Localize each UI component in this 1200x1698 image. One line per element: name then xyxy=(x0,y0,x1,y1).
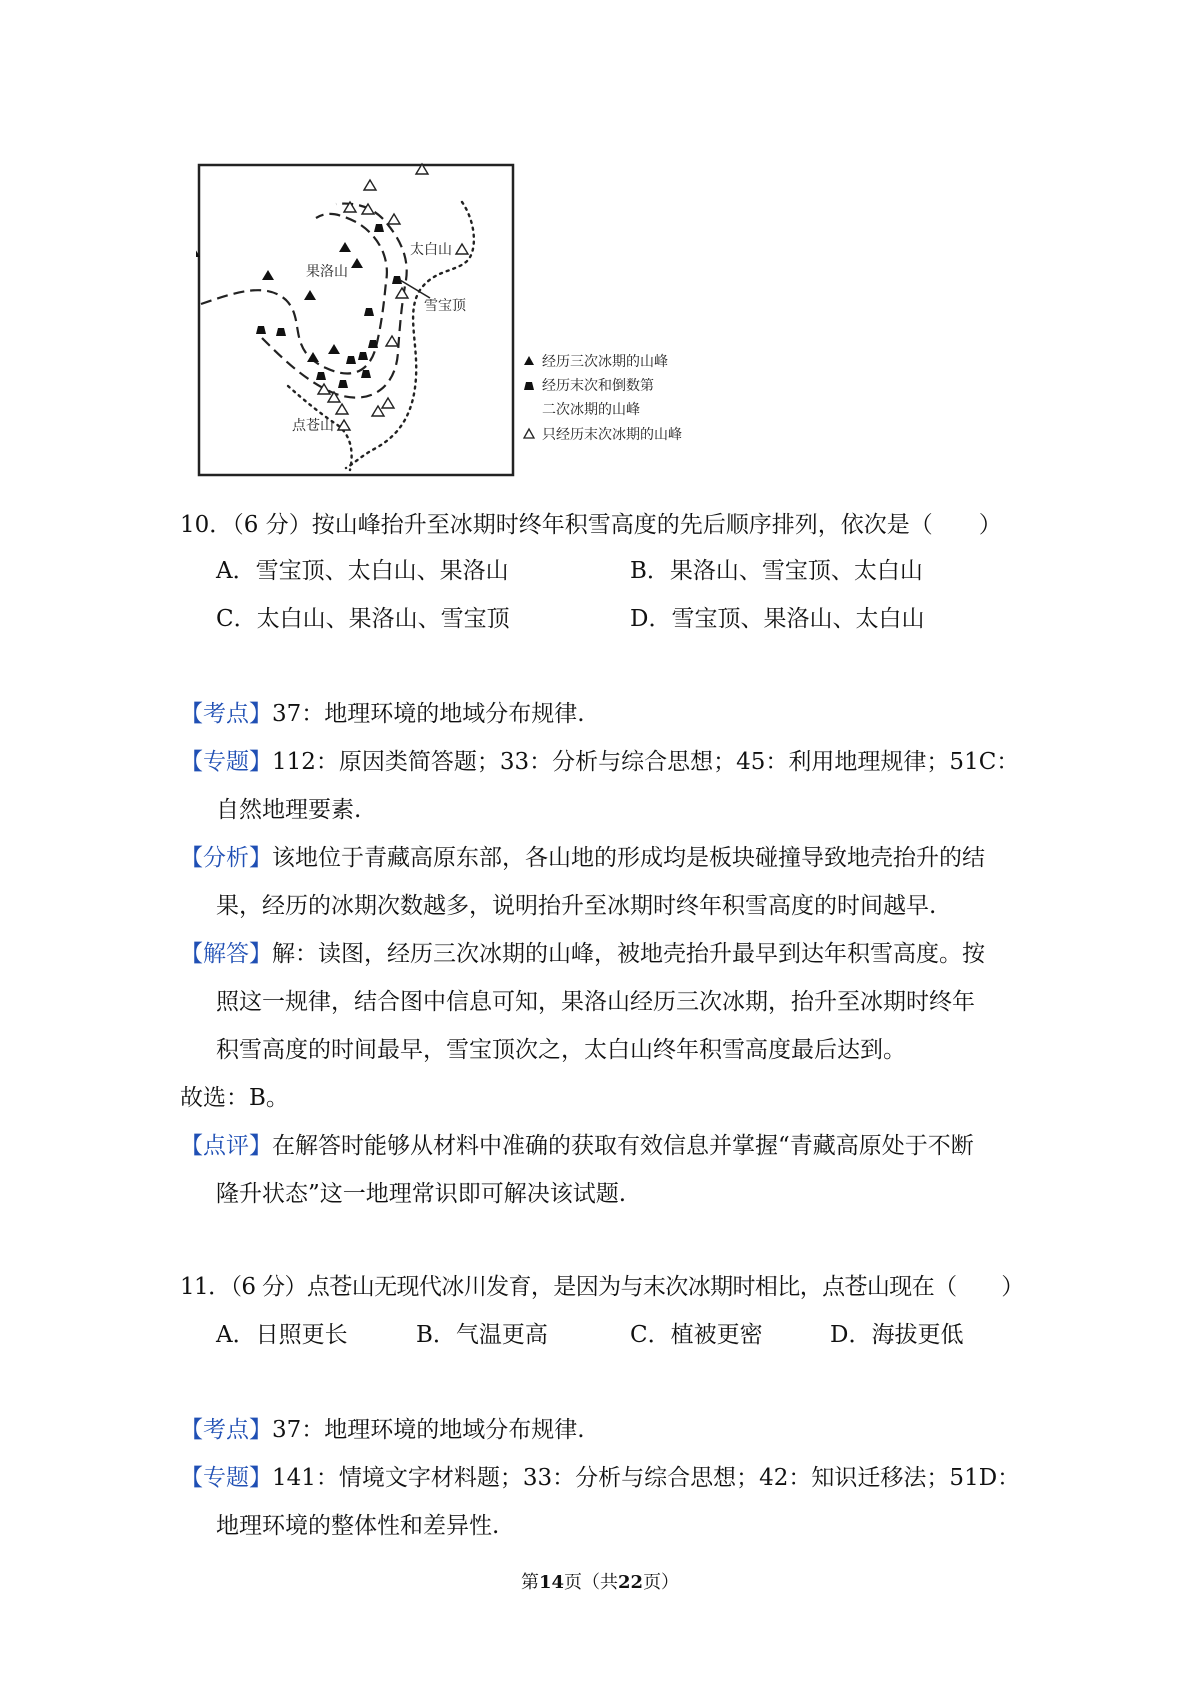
filled-trapezoid-icon xyxy=(374,224,384,232)
q10-fenxi-2: 果，经历的冰期次数越多，说明抬升至冰期时终年积雪高度的时间越早. xyxy=(216,893,937,919)
q10-zhuanti-2: 自然地理要素. xyxy=(216,797,362,823)
filled-trapezoid-icon xyxy=(316,372,326,380)
fenxi-text: 该地位于青藏高原东部，各山地的形成均是板块碰撞导致地壳抬升的结 xyxy=(272,845,985,871)
q10-option-d: D．雪宝顶、果洛山、太白山 xyxy=(630,606,925,632)
legend-last-two-line1: 经历末次和倒数第 xyxy=(542,378,654,394)
last-only-peaks xyxy=(318,164,468,430)
label-xuebaoding: 雪宝顶 xyxy=(424,298,466,314)
filled-triangle-icon xyxy=(328,344,340,354)
page-footer xyxy=(0,1568,1200,1594)
filled-trapezoid-icon xyxy=(361,370,371,378)
kaodian-tag: 【考点】 xyxy=(180,701,272,727)
filled-triangle-icon xyxy=(262,270,274,280)
filled-trapezoid-icon xyxy=(358,352,368,360)
hollow-triangle-icon xyxy=(386,336,398,346)
fenxi-tag: 【分析】 xyxy=(180,845,272,871)
q10-option-b: B．果洛山、雪宝顶、太白山 xyxy=(630,558,923,584)
legend-filled-triangle-icon xyxy=(524,356,534,365)
q10-dianping-2: 隆升状态”这一地理常识即可解决该试题. xyxy=(216,1181,627,1207)
q10-kaodian xyxy=(180,695,585,728)
label-guoluo: 果洛山 xyxy=(306,264,348,280)
q11-option-a: A．日照更长 xyxy=(216,1322,348,1348)
hollow-triangle-icon xyxy=(388,214,400,224)
hollow-triangle-icon xyxy=(364,180,376,190)
q10-answer: 故选：B。 xyxy=(180,1085,289,1111)
q11-kaodian xyxy=(180,1411,585,1444)
legend-hollow-triangle-icon xyxy=(524,429,534,438)
zhuanti-text: 141：情境文字材料题；33：分析与综合思想；42：知识迁移法；51D： xyxy=(272,1465,1021,1491)
legend-three-glaciations: 经历三次冰期的山峰 xyxy=(542,354,668,370)
filled-trapezoid-icon xyxy=(256,326,266,334)
q11-zhuanti-2: 地理环境的整体性和差异性. xyxy=(216,1513,500,1539)
footer-suffix: 页） xyxy=(643,1572,680,1593)
q11-option-d: D．海拔更低 xyxy=(830,1322,964,1348)
dianping-tag: 【点评】 xyxy=(180,1133,272,1159)
jieda-tag: 【解答】 xyxy=(180,941,272,967)
q10-dianping-1 xyxy=(180,1127,974,1160)
hollow-triangle-icon xyxy=(396,288,408,298)
outer-dashed-line xyxy=(201,214,387,374)
legend-last-only: 只经历末次冰期的山峰 xyxy=(542,427,682,443)
legend-filled-trapezoid-icon xyxy=(524,382,534,390)
legend-last-two-line2: 二次冰期的山峰 xyxy=(542,402,640,418)
q10-jieda-2: 照这一规律，结合图中信息可知，果洛山经历三次冰期，抬升至冰期时终年 xyxy=(216,989,975,1015)
jieda-text: 解：读图，经历三次冰期的山峰，被地壳抬升最早到达年积雪高度。按 xyxy=(272,941,985,967)
zhuanti-tag: 【专题】 xyxy=(180,1465,272,1491)
q11-stem: 11．（6 分）点苍山无现代冰川发育，是因为与末次冰期时相比，点苍山现在（ ） xyxy=(180,1274,1024,1300)
footer-total-pages: 22 xyxy=(618,1572,644,1593)
q10-zhuanti-1 xyxy=(180,743,1019,776)
filled-triangle-icon xyxy=(351,258,363,268)
q11-option-b: B．气温更高 xyxy=(416,1322,548,1348)
q10-fenxi-1 xyxy=(180,839,985,872)
zhuanti-text: 112：原因类简答题；33：分析与综合思想；45：利用地理规律；51C： xyxy=(272,749,1020,775)
filled-trapezoid-icon xyxy=(364,308,374,316)
filled-trapezoid-icon xyxy=(276,328,286,336)
q10-option-a: A．雪宝顶、太白山、果洛山 xyxy=(216,558,509,584)
footer-prefix: 第 xyxy=(520,1572,539,1593)
hollow-triangle-icon xyxy=(382,398,394,408)
kaodian-tag: 【考点】 xyxy=(180,1417,272,1443)
filled-triangle-icon xyxy=(307,352,319,362)
q10-jieda-1 xyxy=(180,935,985,968)
inner-dashed-line xyxy=(262,204,407,398)
dianping-text: 在解答时能够从材料中准确的获取有效信息并掌握“青藏高原处于不断 xyxy=(272,1133,974,1159)
label-diancang: 点苍山 xyxy=(292,418,334,434)
last-two-glaciation-peaks xyxy=(256,224,402,388)
label-taibai: 太白山 xyxy=(410,242,452,258)
kaodian-text: 37：地理环境的地域分布规律. xyxy=(272,701,585,727)
q11-zhuanti-1 xyxy=(180,1459,1020,1492)
q10-stem: 10．（6 分）按山峰抬升至冰期时终年积雪高度的先后顺序排列，依次是（ ） xyxy=(180,512,1002,538)
footer-mid: 页（共 xyxy=(564,1572,618,1593)
zhuanti-tag: 【专题】 xyxy=(180,749,272,775)
footer-page-number: 14 xyxy=(538,1572,564,1593)
three-glaciation-peaks xyxy=(196,242,363,362)
filled-trapezoid-icon xyxy=(346,356,356,364)
hollow-triangle-icon xyxy=(456,244,468,254)
q10-option-c: C．太白山、果洛山、雪宝顶 xyxy=(216,606,510,632)
kaodian-text: 37：地理环境的地域分布规律. xyxy=(272,1417,585,1443)
hollow-triangle-icon xyxy=(338,420,350,430)
q10-jieda-3: 积雪高度的时间最早，雪宝顶次之，太白山终年积雪高度最后达到。 xyxy=(216,1037,906,1063)
q11-option-c: C．植被更密 xyxy=(630,1322,763,1348)
filled-triangle-icon xyxy=(304,290,316,300)
glacier-peaks-map xyxy=(196,162,736,480)
map-legend xyxy=(524,354,682,443)
filled-triangle-icon xyxy=(339,242,351,252)
filled-trapezoid-icon xyxy=(338,380,348,388)
hollow-triangle-icon xyxy=(336,404,348,414)
